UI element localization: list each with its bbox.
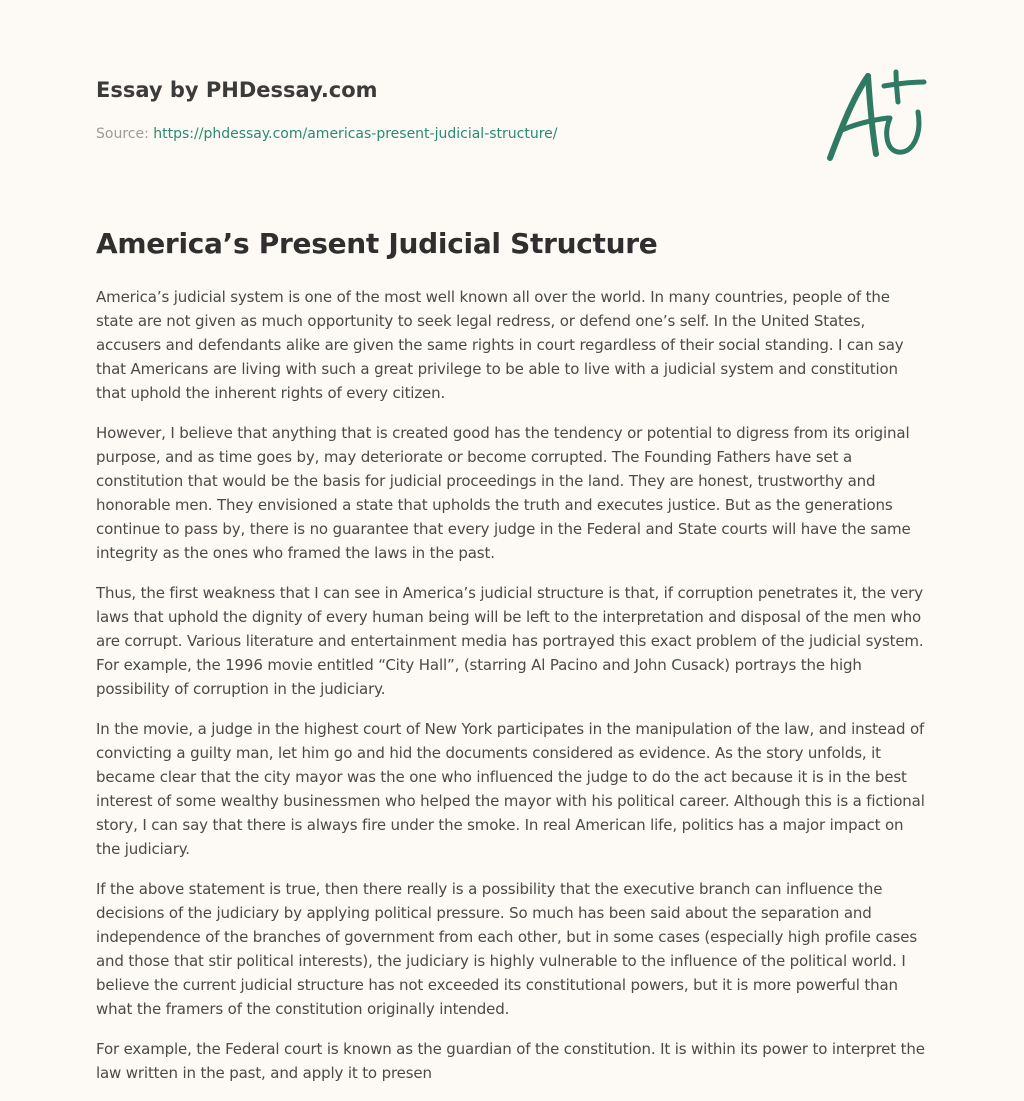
- essay-paragraph: America’s judicial system is one of the most well known all over the world. In many countries, people of the state are not given as much opportunity to seek legal redress, or defend one’s self. In the United States, accusers and defendants alike are given the same rights in court regardless of their social standing. I can say that Americans are living with such a great privilege to be able to live with a judicial system and constitution that uphold the inherent rights of every citizen.: [96, 288, 904, 402]
- essay-paragraph: However, I believe that anything that is created good has the tendency or potential to digress from its original purpose, and as time goes by, may deteriorate or become corrupted. The Founding Fathers have set a constitution that would be the basis for judicial proceedings in the land. They are honest, trustworthy and honorable men. They envisioned a state that upholds the truth and executes justice. But as the generations continue to pass by, there is no guarantee that every judge in the Federal and State courts will have the same integrity as the ones who framed the laws in the past.: [96, 424, 911, 562]
- essay-paragraph: In the movie, a judge in the highest court of New York participates in the manipulation of the law, and instead of convicting a guilty man, let him go and hid the documents considered as evidence. As the story unfolds, it became clear that the city mayor was the one who influenced the judge to do the act because it is in the best interest of some wealthy businessmen who helped the mayor with his political career. Although this is a fictional story, I can say that there is always fire under the smoke. In real American life, politics has a major impact on the judiciary.: [96, 720, 925, 858]
- essay-paragraph: If the above statement is true, then there really is a possibility that the executive branch can influence the decisions of the judiciary by applying political pressure. So much has been said about the separation and independence of the branches of government from each other, but in some cases (especially high profile cases and those that stir political interests), the judiciary is highly vulnerable to the influence of the political world. I believe the current judicial structure has not exceeded its constitutional powers, but it is more powerful than what the framers of the constitution originally intended.: [96, 880, 918, 1018]
- essay-title: America’s Present Judicial Structure: [96, 227, 658, 260]
- essay-paragraph: Thus, the first weakness that I can see in America’s judicial structure is that, if corruption penetrates it, the very laws that uphold the dignity of every human being will be left to the interpretation and disposal of the men who are corrupt. Various literature and entertainment media has portrayed this exact problem of the judicial system. For example, the 1996 movie entitled “City Hall”, (starring Al Pacino and John Cusack) portrays the high possibility of corruption in the judiciary.: [96, 584, 924, 698]
- brand-title: Essay by PHDessay.com: [96, 78, 378, 102]
- source-label: Source:: [96, 126, 154, 142]
- essay-body: [96, 285, 928, 1101]
- essay-header: [96, 76, 796, 144]
- essay-paragraph: For example, the Federal court is known as the guardian of the constitution. It is within its power to interpret the law written in the past, and apply it to presen: [96, 1040, 925, 1082]
- source-link[interactable]: https://phdessay.com/americas-present-judicial-structure/: [153, 126, 558, 142]
- source-line: [96, 124, 796, 144]
- a-plus-grade-icon: [820, 66, 930, 166]
